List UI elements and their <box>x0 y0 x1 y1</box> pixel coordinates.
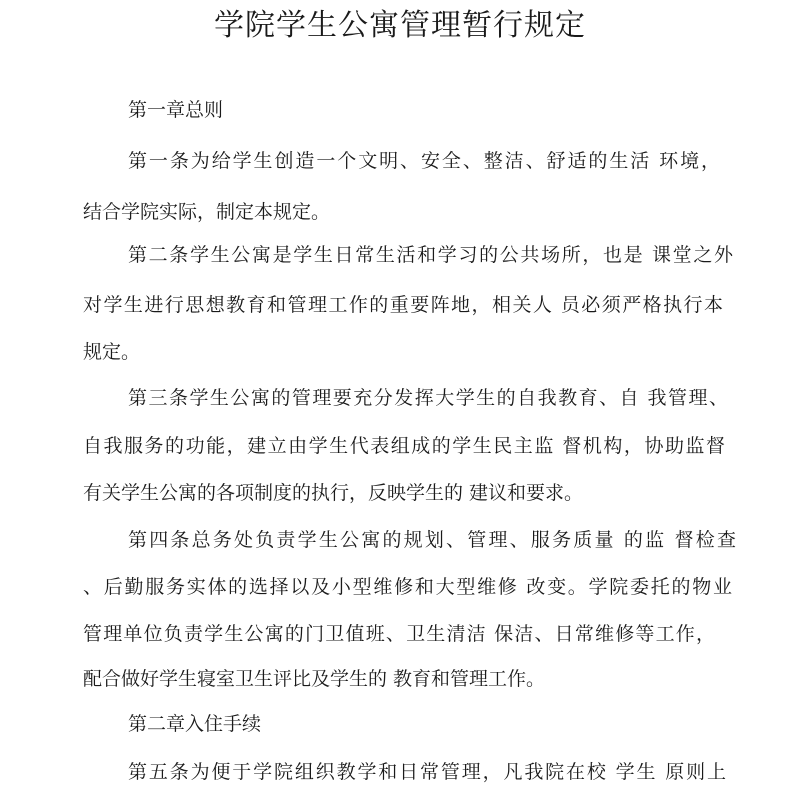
document-title: 学院学生公寓管理暂行规定 <box>214 8 586 43</box>
paragraph-line: 管理单位负责学生公寓的门卫值班、卫生清洁 保洁、日常维修等工作， <box>83 623 715 645</box>
paragraph-line: 结合学院实际，制定本规定。 <box>83 201 331 223</box>
paragraph-line: 对学生进行思想教育和管理工作的重要阵地，相关人 员必须严格执行本 <box>83 294 723 316</box>
paragraph-line: 、后勤服务实体的选择以及小型维修和大型维修 改变。学院委托的物业 <box>83 576 732 598</box>
paragraph-line: 第一条为给学生创造一个文明、安全、整洁、舒适的生活 环境， <box>128 150 720 172</box>
paragraph-line: 自我服务的功能，建立由学生代表组成的学生民主监 督机构，协助监督 <box>83 435 725 457</box>
paragraph-line: 第五条为便于学院组织教学和日常管理，凡我院在校 学生 原则上 <box>128 761 726 783</box>
chapter-heading: 第二章入住手续 <box>128 713 262 735</box>
paragraph-line: 第三条学生公寓的管理要充分发挥大学生的自我教育、自 我管理、 <box>128 387 728 409</box>
paragraph-line: 有关学生公寓的各项制度的执行，反映学生的 建议和要求。 <box>83 482 584 504</box>
paragraph-line: 配合做好学生寝室卫生评比及学生的 教育和管理工作。 <box>83 668 546 690</box>
paragraph-line: 第二条学生公寓是学生日常生活和学习的公共场所，也是 课堂之外 <box>128 244 733 266</box>
chapter-heading: 第一章总则 <box>128 99 224 121</box>
paragraph-line: 第四条总务处负责学生公寓的规划、管理、服务质量 的监 督检查 <box>128 529 736 551</box>
paragraph-line: 规定。 <box>83 341 141 363</box>
